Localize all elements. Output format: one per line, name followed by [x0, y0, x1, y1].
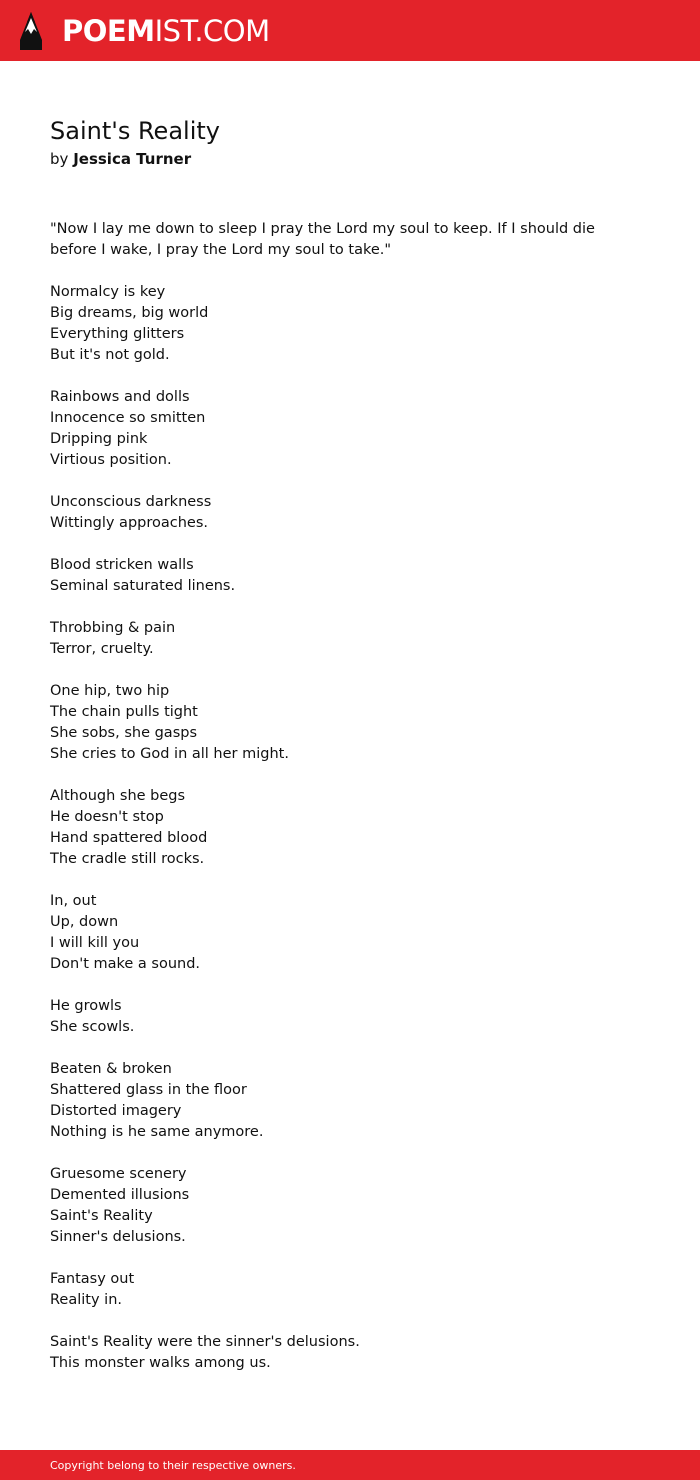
poem-line: Don't make a sound. [50, 956, 201, 972]
poem-line: Shattered glass in the floor [50, 1082, 247, 1098]
stanza [50, 387, 610, 471]
poem-line: But it's not gold. [50, 347, 170, 363]
poem-line: Wittingly approaches. [50, 515, 208, 531]
poem-line: Hand spattered blood [50, 830, 208, 846]
poem-line: Although she begs [50, 788, 186, 804]
site-footer [0, 1450, 700, 1480]
site-logo[interactable] [62, 14, 270, 48]
poem-content [50, 116, 610, 1395]
poem-line: She sobs, she gasps [50, 725, 198, 741]
pencil-tip-icon[interactable] [18, 10, 44, 52]
stanza [50, 891, 610, 975]
logo-bold-text: POEM [62, 14, 155, 48]
stanza [50, 219, 610, 261]
poem-line: I will kill you [50, 935, 140, 951]
poem-line: The cradle still rocks. [50, 851, 205, 867]
poem-line: Normalcy is key [50, 284, 166, 300]
poem-line: Everything glitters [50, 326, 185, 342]
stanza [50, 492, 610, 534]
poem-line: Unconscious darkness [50, 494, 212, 510]
poem-line: Saint's Reality were the sinner's delusions. [50, 1334, 360, 1350]
poem-line: In, out [50, 893, 97, 909]
poem-line: Blood stricken walls [50, 557, 194, 573]
poem-line: Distorted imagery [50, 1103, 182, 1119]
stanza [50, 1332, 610, 1374]
poem-line: Dripping pink [50, 431, 148, 447]
poem-line: Reality in. [50, 1292, 122, 1308]
author-name: Jessica Turner [73, 150, 192, 168]
poem-body [50, 219, 610, 1374]
poem-line: Nothing is he same anymore. [50, 1124, 264, 1140]
poem-line: Innocence so smitten [50, 410, 206, 426]
stanza [50, 1059, 610, 1143]
poem-line: This monster walks among us. [50, 1355, 271, 1371]
stanza [50, 618, 610, 660]
poem-line: Up, down [50, 914, 119, 930]
copyright-notice: Copyright belong to their respective owners. [50, 1459, 296, 1472]
poem-line: Beaten & broken [50, 1061, 172, 1077]
stanza [50, 555, 610, 597]
poem-line: Terror, cruelty. [50, 641, 154, 657]
poem-line: Throbbing & pain [50, 620, 176, 636]
stanza [50, 786, 610, 870]
stanza [50, 681, 610, 765]
poem-line: Seminal saturated linens. [50, 578, 236, 594]
poem-line: Rainbows and dolls [50, 389, 190, 405]
poem-line: She scowls. [50, 1019, 135, 1035]
stanza [50, 1164, 610, 1248]
poem-line: "Now I lay me down to sleep I pray the Lord my soul to keep. If I should die before I wake, I pray the Lord my soul to take." [50, 221, 595, 258]
site-header [0, 0, 700, 61]
byline [50, 148, 610, 170]
by-label: by [50, 150, 69, 168]
poem-line: One hip, two hip [50, 683, 170, 699]
poem-line: Demented illusions [50, 1187, 190, 1203]
poem-line: Big dreams, big world [50, 305, 209, 321]
poem-line: Gruesome scenery [50, 1166, 187, 1182]
poem-line: He growls [50, 998, 122, 1014]
poem-line: Saint's Reality [50, 1208, 153, 1224]
poem-line: Sinner's delusions. [50, 1229, 186, 1245]
poem-line: The chain pulls tight [50, 704, 198, 720]
poem-line: Virtious position. [50, 452, 172, 468]
logo-light-text: IST.COM [154, 14, 270, 48]
poem-title: Saint's Reality [50, 117, 220, 145]
stanza [50, 1269, 610, 1311]
stanza [50, 282, 610, 366]
stanza [50, 996, 610, 1038]
poem-line: Fantasy out [50, 1271, 135, 1287]
poem-line: He doesn't stop [50, 809, 164, 825]
poem-line: She cries to God in all her might. [50, 746, 289, 762]
